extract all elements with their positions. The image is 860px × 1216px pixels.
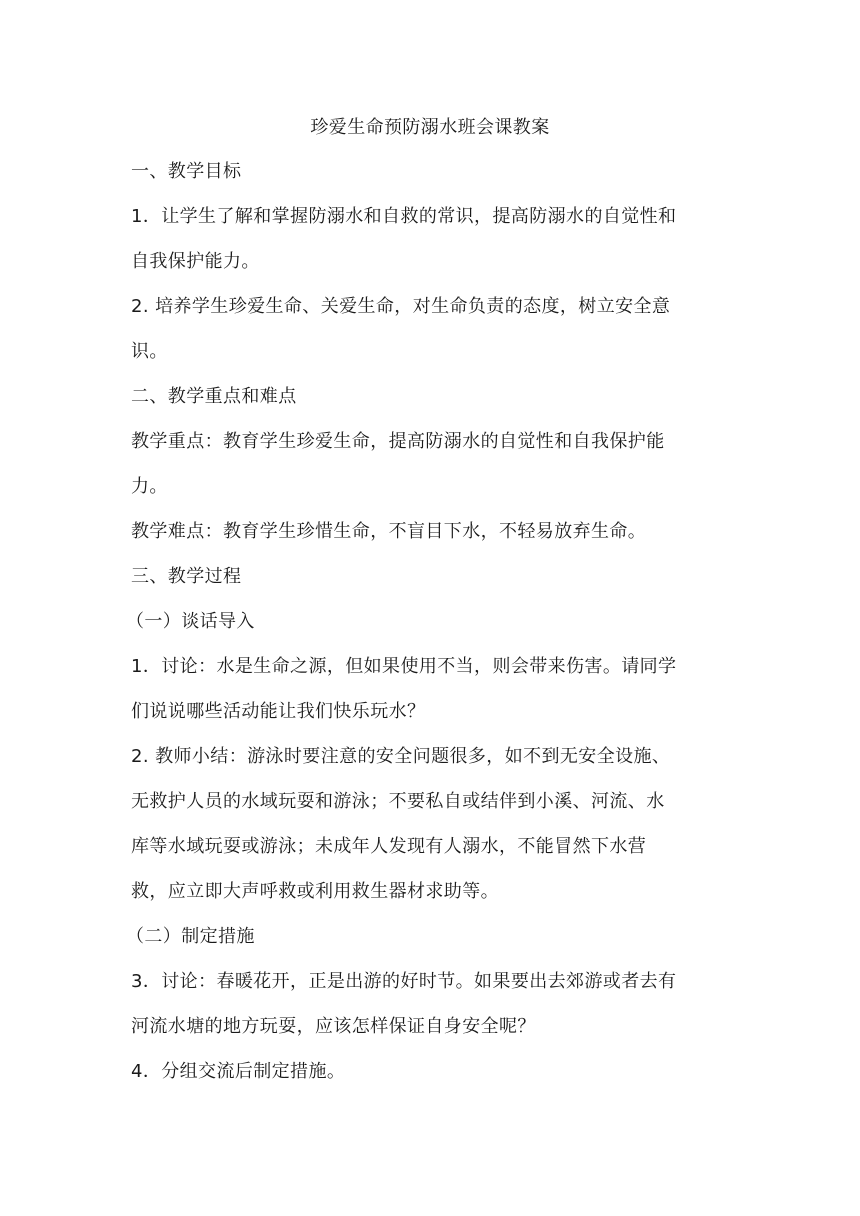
paragraph-line: 3．讨论：春暖花开，正是出游的好时节。如果要出去郊游或者去有: [131, 971, 677, 992]
paragraph-line: 1．讨论：水是生命之源，但如果使用不当，则会带来伤害。请同学: [131, 656, 677, 677]
paragraph-line: 库等水域玩耍或游泳；未成年人发现有人溺水，不能冒然下水营: [131, 836, 647, 857]
subsection-heading-measures: （二）制定措施: [126, 926, 255, 947]
document-title: 珍爱生命预防溺水班会课教案: [310, 117, 550, 138]
paragraph-line: 教学难点：教育学生珍惜生命，不盲目下水，不轻易放弃生命。: [131, 521, 647, 542]
paragraph-line: 2. 教师小结：游泳时要注意的安全问题很多，如不到无安全设施、: [131, 746, 671, 767]
section-heading-process: 三、教学过程: [131, 566, 242, 587]
paragraph-line: 力。: [131, 476, 168, 497]
paragraph-line: 救，应立即大声呼救或利用救生器材求助等。: [131, 881, 499, 902]
paragraph-line: 无救护人员的水域玩耍和游泳；不要私自或结伴到小溪、河流、水: [131, 791, 665, 812]
paragraph-line: 自我保护能力。: [131, 251, 260, 272]
paragraph-line: 河流水塘的地方玩耍，应该怎样保证自身安全呢？: [131, 1016, 536, 1037]
subsection-heading-intro: （一）谈话导入: [126, 611, 255, 632]
paragraph-line: 1．让学生了解和掌握防溺水和自救的常识，提高防溺水的自觉性和: [131, 206, 677, 227]
section-heading-objectives: 一、教学目标: [131, 161, 242, 182]
paragraph-line: 教学重点：教育学生珍爱生命，提高防溺水的自觉性和自我保护能: [131, 431, 665, 452]
section-heading-key-points: 二、教学重点和难点: [131, 386, 297, 407]
paragraph-line: 识。: [131, 341, 168, 362]
paragraph-line: 4．分组交流后制定措施。: [131, 1061, 346, 1082]
paragraph-line: 2. 培养学生珍爱生命、关爱生命，对生命负责的态度，树立安全意: [131, 296, 671, 317]
paragraph-line: 们说说哪些活动能让我们快乐玩水？: [131, 701, 426, 722]
